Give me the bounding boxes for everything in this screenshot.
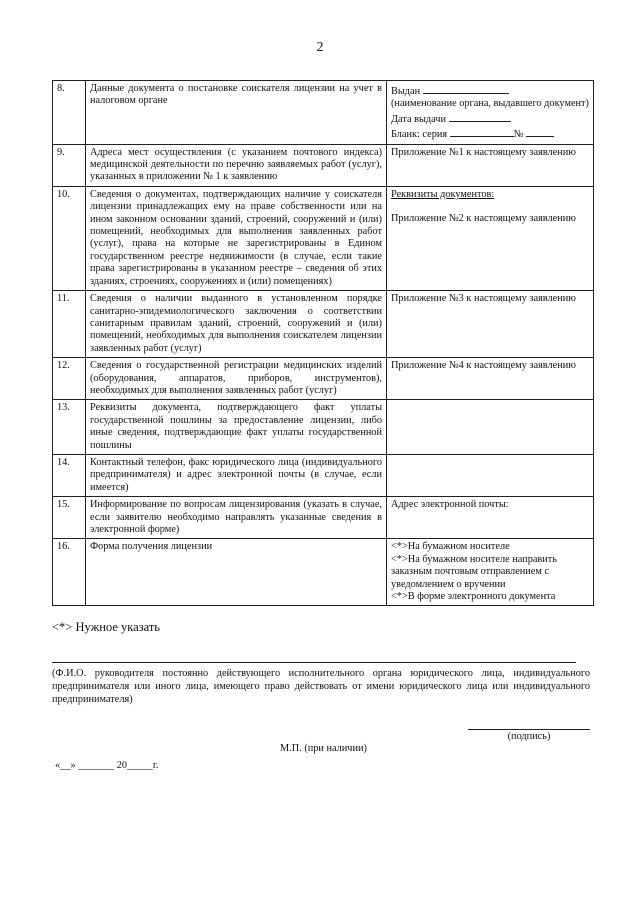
- row-description: [86, 400, 387, 455]
- row-number: 14.: [53, 454, 86, 496]
- row-value: [387, 81, 594, 145]
- row-value-text: Приложение №1 к настоящему заявлению: [391, 146, 576, 158]
- row-number: 12.: [53, 358, 86, 400]
- row-number: 9.: [53, 144, 86, 186]
- issue-date-label: Дата выдачи: [391, 113, 446, 125]
- signature-caption: (подпись): [507, 731, 551, 742]
- row-description-text: Реквизиты документа, подтверждающего факт уплаты государственной пошлины за предоставление лицензии, либо иные сведения, подтверждающие факт уплаты государственной пошлины: [90, 402, 382, 451]
- option-electronic[interactable]: <*>В форме электронного документа: [391, 591, 556, 603]
- row-number: 10.: [53, 186, 86, 290]
- row-description: [86, 497, 387, 539]
- footnote: <*> Нужное указать: [52, 620, 160, 634]
- number-sign: №: [513, 129, 524, 141]
- row-value-text: Приложение №2 к настоящему заявлению: [391, 213, 576, 225]
- option-paper[interactable]: <*>На бумажном носителе: [391, 541, 510, 553]
- row-description: [86, 454, 387, 496]
- row-description-text: Данные документа о постановке соискателя лицензии на учет в налоговом органе: [90, 83, 382, 107]
- blank-number-input-line[interactable]: [526, 126, 554, 137]
- row-description: [86, 81, 387, 145]
- contact-info-field[interactable]: [387, 454, 594, 496]
- email-label: Адрес электронной почты:: [391, 499, 509, 511]
- table-row: [53, 400, 594, 455]
- blank-series-label: Бланк: серия: [391, 129, 448, 141]
- date-line[interactable]: «__» _______ 20_____г.: [55, 760, 159, 771]
- blank-series-field[interactable]: [391, 126, 589, 141]
- row-number: 15.: [53, 497, 86, 539]
- issue-date-input-line[interactable]: [449, 111, 511, 122]
- row-number: 16.: [53, 539, 86, 606]
- row-value-text: Приложение №4 к настоящему заявлению: [391, 360, 576, 372]
- issue-date-field[interactable]: [391, 111, 589, 126]
- issued-caption: (наименование органа, выдавшего документ): [391, 98, 589, 110]
- row-description-text: Сведения о наличии выданного в установленном порядке санитарно-эпидемиологического заключения о соответствии санитарным правилам зданий, строений, сооружений и (или) помещений, необходимых для выполнения соискателем лицензии заявленных работ (услуг): [90, 293, 382, 354]
- table-row: [53, 497, 594, 539]
- table-row: [53, 291, 594, 358]
- issued-input-line[interactable]: [423, 83, 509, 94]
- table-row: [53, 358, 594, 400]
- page-number: 2: [316, 40, 324, 55]
- row-value: [387, 358, 594, 400]
- table-row: [53, 539, 594, 606]
- row-description: [86, 291, 387, 358]
- row-description-text: Сведения о документах, подтверждающих наличие у соискателя лицензии принадлежащих ему на праве собственности или на ином законном основании зданий, строений, сооружений и (или) помещений, необходимых для выполнения заявленных работ (услуг), права на которые не зарегистрированы в Едином государственном реестре недвижимости (в случае, если такие права зарегистрированы в указанном реестре – сведения об этих зданиях, строениях, сооружениях и (или) помещениях): [90, 188, 382, 287]
- row-number: 11.: [53, 291, 86, 358]
- row-description-text: Адреса мест осуществления (с указанием почтового индекса) медицинской деятельности по перечню заявляемых работ (услуг), указанных в приложении № 1 к заявлению: [90, 146, 382, 183]
- table-row: [53, 454, 594, 496]
- row-value: [387, 186, 594, 290]
- row-description: [86, 539, 387, 606]
- row-description: [86, 358, 387, 400]
- blank-series-input-line[interactable]: [450, 126, 514, 137]
- row-description-text: Форма получения лицензии: [90, 541, 213, 553]
- issued-label: Выдан: [391, 86, 421, 97]
- row-description-text: Сведения о государственной регистрации медицинских изделий (оборудования, аппаратов, приборов, инструментов), необходимых для выполнения заявленных работ (услуг): [90, 360, 382, 396]
- signature-line[interactable]: [468, 729, 590, 730]
- issued-field[interactable]: [391, 83, 589, 98]
- row-description: [86, 186, 387, 290]
- payment-requisites-field[interactable]: [387, 400, 594, 455]
- table-row: [53, 81, 594, 145]
- option-paper-by-mail[interactable]: <*>На бумажном носителе направить заказным почтовым отправлением с уведомлением о вручении: [391, 553, 557, 590]
- table-row: [53, 186, 594, 290]
- application-form-table: [52, 80, 594, 606]
- row-number: 13.: [53, 400, 86, 455]
- fio-caption: (Ф.И.О. руководителя постоянно действующего исполнительного органа юридического лица, индивидуального предпринимателя или иного лица, имеющего право действовать от имени юридического лица или индивидуального предпринимателя): [52, 668, 590, 705]
- fio-signature-line[interactable]: [52, 662, 576, 663]
- document-requisites-heading: Реквизиты документов:: [391, 188, 495, 200]
- row-value-text: Приложение №3 к настоящему заявлению: [391, 293, 576, 305]
- row-value: [387, 291, 594, 358]
- row-description-text: Контактный телефон, факс юридического лица (индивидуального предпринимателя) и адрес электронной почты (в случае, если имеется): [90, 456, 382, 493]
- table-row: [53, 144, 594, 186]
- stamp-caption: М.П. (при наличии): [280, 743, 367, 754]
- row-description: [86, 144, 387, 186]
- row-number: 8.: [53, 81, 86, 145]
- email-field[interactable]: [387, 497, 594, 539]
- license-form-options: [387, 539, 594, 606]
- row-value: [387, 144, 594, 186]
- row-description-text: Информирование по вопросам лицензирования (указать в случае, если заявителю необходимо направлять указанные сведения в электронной форме): [90, 499, 382, 535]
